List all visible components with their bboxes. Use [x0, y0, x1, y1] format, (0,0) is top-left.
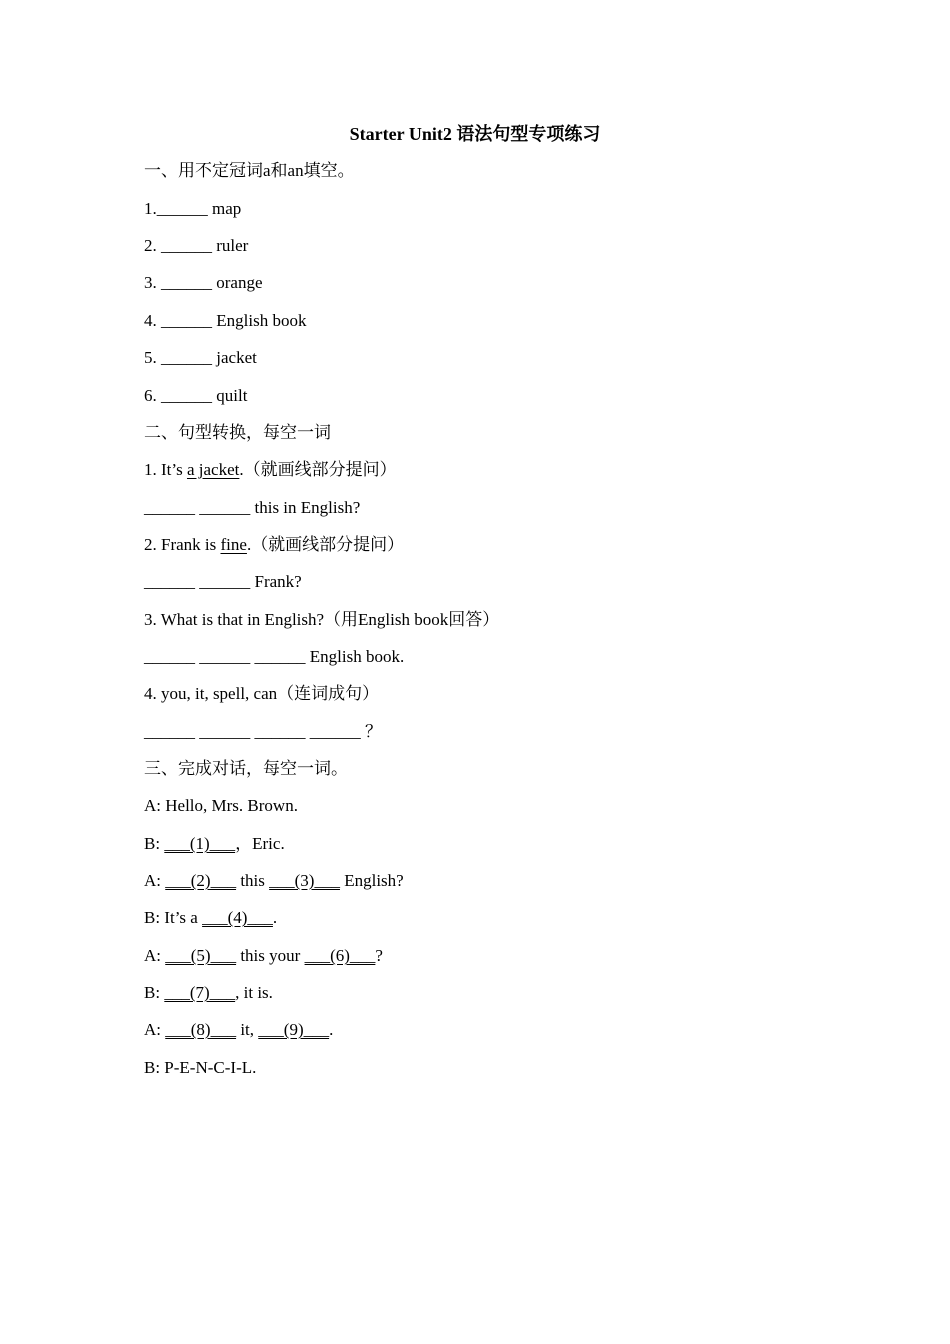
- dialogue-text: this your: [236, 946, 305, 965]
- dialogue-text: ?: [375, 946, 383, 965]
- numbered-blank: ___(7)___: [164, 983, 236, 1002]
- dialogue-line: [144, 1018, 333, 1042]
- section-3-heading: 三、完成对话，每空一词。: [144, 759, 348, 778]
- dialogue-line: [144, 981, 273, 1005]
- speaker-text: A:: [144, 946, 166, 965]
- dialogue-line: [144, 869, 404, 893]
- speaker-text: A:: [144, 871, 166, 890]
- dialogue-text: this: [236, 871, 270, 890]
- question-4: 4. you, it, spell, can（连词成句）: [144, 684, 380, 703]
- dialogue-text: , it is.: [235, 983, 273, 1002]
- question-instruction: .（就画线部分提问）: [239, 460, 397, 479]
- numbered-blank: ___(3)___: [269, 871, 340, 890]
- dialogue-line: B: P-E-N-C-I-L.: [144, 1058, 257, 1077]
- question-instruction: .（就画线部分提问）: [246, 535, 405, 554]
- dialogue-text: it,: [236, 1020, 259, 1039]
- dialogue-line: [144, 944, 383, 968]
- speaker-text: B:: [144, 983, 165, 1002]
- dialogue-text: .: [272, 908, 278, 927]
- exercise-item: 4. ______ English book: [144, 311, 307, 330]
- answer-blanks-4: ______ ______ ______ ______ ？: [144, 722, 382, 741]
- dialogue-text: English?: [339, 871, 404, 890]
- dialogue-line: [144, 832, 285, 856]
- speaker-text: B: It’s a: [144, 908, 203, 927]
- numbered-blank: ___(2)___: [165, 871, 237, 890]
- answer-blanks-3: ______ ______ ______ English book.: [144, 647, 405, 666]
- dialogue-text: ，Eric.: [235, 834, 285, 853]
- exercise-item: 5. ______ jacket: [144, 348, 257, 367]
- underlined-phrase: fine: [220, 535, 247, 554]
- numbered-blank: ___(1)___: [164, 834, 236, 853]
- exercise-item: 6. ______ quilt: [144, 386, 248, 405]
- page-title: Starter Unit2 语法句型专项练习: [349, 124, 601, 144]
- numbered-blank: ___(4)___: [202, 908, 273, 927]
- question-3: 3. What is that in English?（用English book回答）: [144, 610, 500, 629]
- section-2-heading: 二、句型转换，每空一词: [144, 423, 331, 442]
- numbered-blank: ___(5)___: [165, 946, 237, 965]
- question-text: 1. It’s: [144, 460, 187, 479]
- exercise-item: 3. ______ orange: [144, 273, 263, 292]
- numbered-blank: ___(8)___: [165, 1020, 237, 1039]
- speaker-text: B:: [144, 834, 165, 853]
- underlined-phrase: a jacket: [186, 460, 240, 479]
- numbered-blank: ___(9)___: [258, 1020, 330, 1039]
- question-1: [144, 458, 397, 482]
- exercise-item: 1.______ map: [144, 199, 242, 218]
- answer-blanks-1: ______ ______ this in English?: [144, 498, 361, 517]
- exercise-item: 2. ______ ruler: [144, 236, 249, 255]
- speaker-text: A:: [144, 1020, 166, 1039]
- answer-blanks-2: ______ ______ Frank?: [144, 572, 302, 591]
- numbered-blank: ___(6)___: [304, 946, 376, 965]
- question-2: [144, 533, 404, 557]
- dialogue-text: .: [329, 1020, 334, 1039]
- section-1-heading: 一、用不定冠词a和an填空。: [144, 161, 355, 180]
- dialogue-line: [144, 906, 277, 930]
- dialogue-line: A: Hello, Mrs. Brown.: [144, 796, 298, 815]
- question-text: 2. Frank is: [144, 535, 221, 554]
